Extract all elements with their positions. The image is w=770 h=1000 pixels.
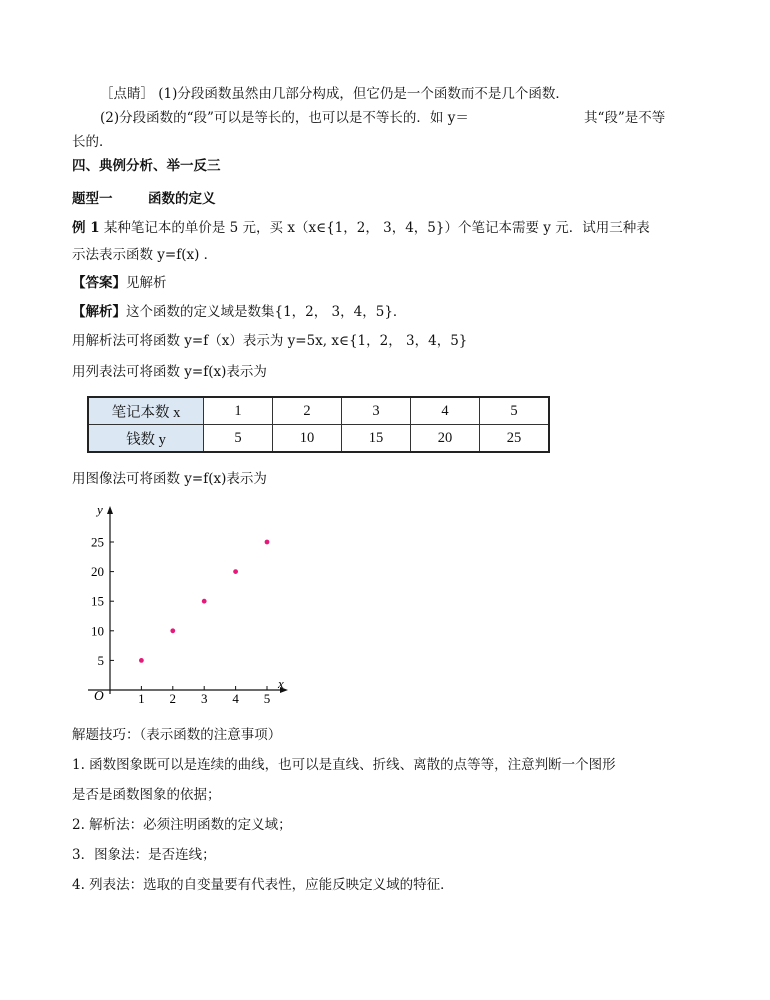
table-header-y: 钱数 y (88, 425, 204, 453)
topic-name: 函数的定义 (148, 191, 216, 207)
table-cell: 15 (342, 425, 411, 453)
graph-method: 用图像法可将函数 y=f(x)表示为 (72, 471, 267, 487)
data-point (170, 628, 175, 633)
x-axis-label: x (278, 676, 284, 691)
analysis-label: 【解析】 (72, 304, 126, 320)
table-cell: 1 (204, 397, 273, 425)
table-cell: 3 (342, 397, 411, 425)
value-table (87, 396, 550, 453)
table-header-x: 笔记本数 x (88, 397, 204, 425)
example-line-a (72, 218, 650, 238)
data-point (202, 599, 207, 604)
table-row (88, 425, 549, 453)
y-tick-label: 25 (91, 534, 104, 550)
table-cell: 25 (480, 425, 550, 453)
tip-item-3: 3．图象法：是否连线； (72, 847, 216, 863)
analytic-method: 用解析法可将函数 y=f（x）表示为 y=5x, x∈{1，2， 3，4，5} (72, 333, 468, 349)
answer-label: 【答案】 (72, 275, 126, 291)
origin-label: O (94, 688, 104, 703)
tip-item-1a: 1. 函数图象既可以是连续的曲线，也可以是直线、折线、离散的点等等，注意判断一个图形 (72, 757, 616, 773)
y-axis-label: y (97, 502, 103, 517)
note-line-2b: 其“段”是不等 (584, 110, 666, 126)
answer-text: 见解析 (126, 275, 167, 291)
x-tick-label: 1 (138, 691, 145, 705)
table-row (88, 397, 549, 425)
table-cell: 4 (411, 397, 480, 425)
tip-item-2: 2. 解析法：必须注明函数的定义域； (72, 817, 292, 833)
table-cell: 5 (204, 425, 273, 453)
x-tick-label: 5 (263, 691, 271, 705)
answer-line (72, 273, 167, 293)
x-tick-label: 3 (200, 691, 208, 705)
data-point (139, 658, 144, 663)
tip-item-4: 4. 列表法：选取的自变量要有代表性，应能反映定义域的特征． (72, 877, 454, 893)
example-label: 例 1 (72, 220, 100, 236)
analysis-line (72, 302, 406, 322)
example-text-b: 示法表示函数 y=f(x) ． (72, 247, 218, 263)
table-cell: 2 (273, 397, 342, 425)
y-tick-label: 15 (91, 593, 104, 609)
x-tick-label: 4 (232, 691, 239, 705)
y-tick-label: 20 (91, 564, 104, 580)
y-tick-label: 10 (91, 623, 104, 639)
tip-item-1b: 是否是函数图象的依据； (72, 787, 221, 803)
analysis-text: 这个函数的定义域是数集{1，2， 3，4，5}． (126, 304, 407, 320)
scatter-chart (80, 500, 310, 705)
section-title: 四、典例分析、举一反三 (72, 158, 221, 174)
table-cell: 5 (480, 397, 550, 425)
note-line-1: ［点睛］ (1)分段函数虽然由几部分构成，但它仍是一个函数而不是几个函数． (100, 86, 569, 102)
table-method: 用列表法可将函数 y=f(x)表示为 (72, 364, 267, 380)
table-cell: 10 (273, 425, 342, 453)
table-cell: 20 (411, 425, 480, 453)
y-tick-label: 5 (97, 652, 104, 668)
x-tick-label: 2 (169, 691, 177, 705)
y-axis-arrow (107, 506, 113, 514)
data-point (233, 569, 238, 574)
example-text-a: 某种笔记本的单价是 5 元，买 x（x∈{1，2， 3，4，5}）个笔记本需要 y 元．试用三种表 (103, 220, 650, 236)
tips-title: 解题技巧：（表示函数的注意事项） (72, 727, 282, 743)
note-line-3: 长的． (72, 134, 113, 150)
note-line-2a: (2)分段函数的“段”可以是等长的，也可以是不等长的．如 y＝ (100, 110, 469, 126)
topic-label: 题型一 (72, 191, 113, 207)
data-point (265, 540, 270, 545)
